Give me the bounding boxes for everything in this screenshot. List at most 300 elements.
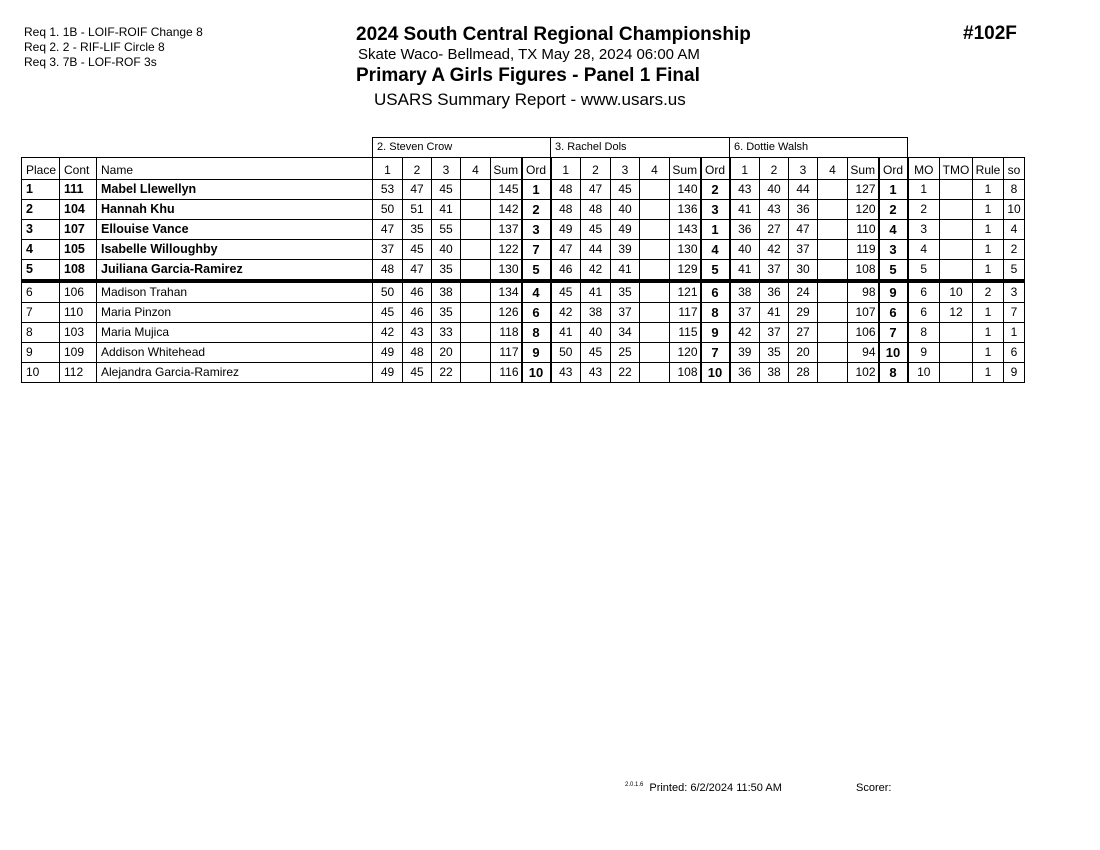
- score-cell: 48: [551, 200, 581, 220]
- score-cell: 27: [789, 323, 818, 343]
- score-cell: 28: [789, 363, 818, 383]
- score-cell: 36: [760, 281, 789, 303]
- ordinal-cell: 9: [522, 343, 551, 363]
- venue-date: Skate Waco- Bellmead, TX May 28, 2024 06:00 AM: [358, 46, 700, 63]
- judge-col-header: 3: [789, 158, 818, 180]
- mo-cell: 2: [908, 200, 940, 220]
- ordinal-cell: 4: [522, 281, 551, 303]
- score-cell: [818, 363, 848, 383]
- sum-cell: 129: [670, 260, 701, 282]
- skater-name: Ellouise Vance: [97, 220, 373, 240]
- score-cell: 44: [789, 180, 818, 200]
- skater-name: Maria Mujica: [97, 323, 373, 343]
- score-cell: 45: [432, 180, 461, 200]
- ordinal-cell: 10: [879, 343, 908, 363]
- sum-cell: 119: [848, 240, 879, 260]
- table-row: [22, 303, 1025, 323]
- cont-header: Cont: [60, 158, 97, 180]
- rule-cell: 1: [973, 200, 1004, 220]
- judge-col-header: Sum: [491, 158, 522, 180]
- ordinal-cell: 3: [522, 220, 551, 240]
- table-row: [22, 180, 1025, 200]
- rule-cell: 1: [973, 303, 1004, 323]
- judge-col-header: 2: [403, 158, 432, 180]
- sum-cell: 136: [670, 200, 701, 220]
- ordinal-cell: 8: [701, 303, 730, 323]
- sum-cell: 94: [848, 343, 879, 363]
- skater-name: Maria Pinzon: [97, 303, 373, 323]
- rule-cell: 1: [973, 180, 1004, 200]
- judge-col-header: 3: [611, 158, 640, 180]
- score-cell: [818, 220, 848, 240]
- rule-cell: 1: [973, 363, 1004, 383]
- sum-cell: 117: [670, 303, 701, 323]
- score-cell: [640, 281, 670, 303]
- score-cell: 41: [432, 200, 461, 220]
- score-cell: 42: [581, 260, 611, 282]
- score-cell: 43: [760, 200, 789, 220]
- printed-timestamp: [625, 782, 782, 794]
- skater-name: Alejandra Garcia-Ramirez: [97, 363, 373, 383]
- score-cell: 40: [581, 323, 611, 343]
- score-cell: [640, 220, 670, 240]
- score-cell: 50: [373, 281, 403, 303]
- mo-cell: 5: [908, 260, 940, 282]
- sum-cell: 102: [848, 363, 879, 383]
- tmo-header: TMO: [940, 158, 973, 180]
- requirements-list: [24, 25, 203, 70]
- score-cell: 50: [373, 200, 403, 220]
- tmo-cell: [940, 220, 973, 240]
- score-cell: 48: [373, 260, 403, 282]
- score-cell: 38: [730, 281, 760, 303]
- place-cell: 10: [22, 363, 60, 383]
- so-cell: 8: [1004, 180, 1025, 200]
- table-row: [22, 323, 1025, 343]
- judge-col-header: Ord: [701, 158, 730, 180]
- score-cell: 29: [789, 303, 818, 323]
- score-cell: 38: [760, 363, 789, 383]
- score-cell: 51: [403, 200, 432, 220]
- event-title: Primary A Girls Figures - Panel 1 Final: [356, 65, 700, 86]
- score-cell: [461, 363, 491, 383]
- place-cell: 9: [22, 343, 60, 363]
- judge-col-header: 2: [760, 158, 789, 180]
- ordinal-cell: 2: [879, 200, 908, 220]
- score-cell: 40: [730, 240, 760, 260]
- cont-cell: 105: [60, 240, 97, 260]
- score-cell: 46: [403, 281, 432, 303]
- score-cell: 30: [789, 260, 818, 282]
- score-cell: [640, 323, 670, 343]
- tmo-cell: 10: [940, 281, 973, 303]
- judge-col-header: Ord: [522, 158, 551, 180]
- score-cell: 37: [373, 240, 403, 260]
- table-row: [22, 343, 1025, 363]
- place-cell: 1: [22, 180, 60, 200]
- score-cell: 47: [403, 260, 432, 282]
- score-cell: 35: [432, 303, 461, 323]
- score-cell: 43: [403, 323, 432, 343]
- ordinal-cell: 10: [701, 363, 730, 383]
- tmo-cell: [940, 260, 973, 282]
- ordinal-cell: 9: [879, 281, 908, 303]
- ordinal-cell: 3: [879, 240, 908, 260]
- sum-cell: 120: [670, 343, 701, 363]
- tmo-cell: [940, 180, 973, 200]
- score-cell: [461, 240, 491, 260]
- tmo-cell: 12: [940, 303, 973, 323]
- score-cell: 37: [611, 303, 640, 323]
- score-cell: [818, 200, 848, 220]
- table-row: [22, 220, 1025, 240]
- score-cell: 45: [581, 343, 611, 363]
- mo-cell: 6: [908, 281, 940, 303]
- score-cell: 45: [581, 220, 611, 240]
- sum-cell: 137: [491, 220, 522, 240]
- ordinal-cell: 1: [701, 220, 730, 240]
- report-title: USARS Summary Report - www.usars.us: [374, 90, 686, 109]
- table-row: [22, 260, 1025, 282]
- score-cell: [461, 323, 491, 343]
- so-cell: 9: [1004, 363, 1025, 383]
- column-header-row: [22, 158, 1025, 180]
- rule-cell: 1: [973, 220, 1004, 240]
- table-row: [22, 240, 1025, 260]
- judge-col-header: 1: [730, 158, 760, 180]
- score-cell: 34: [611, 323, 640, 343]
- mo-cell: 10: [908, 363, 940, 383]
- so-cell: 10: [1004, 200, 1025, 220]
- sum-cell: 122: [491, 240, 522, 260]
- judge-header-row: [22, 138, 1025, 158]
- place-cell: 4: [22, 240, 60, 260]
- sum-cell: 106: [848, 323, 879, 343]
- score-cell: 35: [611, 281, 640, 303]
- score-cell: 39: [611, 240, 640, 260]
- score-cell: 46: [551, 260, 581, 282]
- place-cell: 5: [22, 260, 60, 282]
- rule-cell: 1: [973, 323, 1004, 343]
- competition-title: 2024 South Central Regional Championship: [356, 24, 751, 45]
- skater-name: Isabelle Willoughby: [97, 240, 373, 260]
- sum-cell: 134: [491, 281, 522, 303]
- so-cell: 2: [1004, 240, 1025, 260]
- place-cell: 8: [22, 323, 60, 343]
- score-cell: 42: [373, 323, 403, 343]
- score-cell: [818, 303, 848, 323]
- score-cell: [461, 200, 491, 220]
- score-cell: 37: [789, 240, 818, 260]
- requirement-3: Req 3. 7B - LOF-ROF 3s: [24, 55, 157, 69]
- judge-col-header: Sum: [848, 158, 879, 180]
- score-cell: 47: [373, 220, 403, 240]
- score-cell: 49: [611, 220, 640, 240]
- judge-col-header: 4: [640, 158, 670, 180]
- judge-name: 3. Rachel Dols: [551, 138, 730, 158]
- rule-cell: 1: [973, 260, 1004, 282]
- score-cell: [818, 260, 848, 282]
- so-cell: 5: [1004, 260, 1025, 282]
- score-cell: 45: [403, 240, 432, 260]
- score-cell: 42: [730, 323, 760, 343]
- ordinal-cell: 1: [879, 180, 908, 200]
- so-cell: 4: [1004, 220, 1025, 240]
- ordinal-cell: 9: [701, 323, 730, 343]
- judge-name: 2. Steven Crow: [373, 138, 551, 158]
- score-cell: 41: [581, 281, 611, 303]
- score-cell: 49: [373, 343, 403, 363]
- score-cell: [461, 343, 491, 363]
- score-cell: 41: [730, 200, 760, 220]
- sum-cell: 143: [670, 220, 701, 240]
- score-cell: 37: [760, 323, 789, 343]
- score-cell: [818, 281, 848, 303]
- score-cell: [640, 180, 670, 200]
- rule-cell: 1: [973, 343, 1004, 363]
- sum-cell: 126: [491, 303, 522, 323]
- rule-cell: 1: [973, 240, 1004, 260]
- score-cell: 24: [789, 281, 818, 303]
- score-cell: 41: [730, 260, 760, 282]
- ordinal-cell: 2: [522, 200, 551, 220]
- score-cell: 43: [551, 363, 581, 383]
- score-cell: [640, 363, 670, 383]
- score-cell: [640, 343, 670, 363]
- cont-cell: 110: [60, 303, 97, 323]
- judge-col-header: 4: [818, 158, 848, 180]
- ordinal-cell: 8: [522, 323, 551, 343]
- ordinal-cell: 7: [522, 240, 551, 260]
- score-cell: [461, 303, 491, 323]
- tmo-cell: [940, 323, 973, 343]
- place-cell: 2: [22, 200, 60, 220]
- score-cell: 36: [730, 363, 760, 383]
- score-cell: 46: [403, 303, 432, 323]
- score-cell: [818, 180, 848, 200]
- tmo-cell: [940, 200, 973, 220]
- skater-name: Addison Whitehead: [97, 343, 373, 363]
- score-cell: 35: [403, 220, 432, 240]
- mo-cell: 8: [908, 323, 940, 343]
- sum-cell: 120: [848, 200, 879, 220]
- score-cell: 20: [789, 343, 818, 363]
- sum-cell: 145: [491, 180, 522, 200]
- score-cell: 20: [432, 343, 461, 363]
- skater-name: Juiliana Garcia-Ramirez: [97, 260, 373, 282]
- score-cell: 35: [432, 260, 461, 282]
- sum-cell: 107: [848, 303, 879, 323]
- sum-cell: 98: [848, 281, 879, 303]
- score-cell: 45: [611, 180, 640, 200]
- score-cell: 25: [611, 343, 640, 363]
- ordinal-cell: 6: [701, 281, 730, 303]
- printed-label: Printed: 6/2/2024 11:50 AM: [649, 782, 782, 794]
- cont-cell: 108: [60, 260, 97, 282]
- mo-cell: 9: [908, 343, 940, 363]
- score-cell: 45: [551, 281, 581, 303]
- score-cell: [640, 260, 670, 282]
- score-cell: 35: [760, 343, 789, 363]
- skater-name: Hannah Khu: [97, 200, 373, 220]
- ordinal-cell: 6: [879, 303, 908, 323]
- score-cell: [461, 281, 491, 303]
- score-cell: 38: [432, 281, 461, 303]
- score-cell: [640, 200, 670, 220]
- place-cell: 6: [22, 281, 60, 303]
- ordinal-cell: 1: [522, 180, 551, 200]
- ordinal-cell: 5: [522, 260, 551, 282]
- so-cell: 6: [1004, 343, 1025, 363]
- sum-cell: 130: [670, 240, 701, 260]
- score-cell: [640, 303, 670, 323]
- place-header: Place: [22, 158, 60, 180]
- ordinal-cell: 7: [879, 323, 908, 343]
- score-cell: 53: [373, 180, 403, 200]
- table-row: [22, 200, 1025, 220]
- cont-cell: 112: [60, 363, 97, 383]
- tmo-cell: [940, 343, 973, 363]
- mo-header: MO: [908, 158, 940, 180]
- ordinal-cell: 2: [701, 180, 730, 200]
- judge-col-header: 1: [373, 158, 403, 180]
- skater-name: Mabel Llewellyn: [97, 180, 373, 200]
- sum-cell: 117: [491, 343, 522, 363]
- score-cell: 55: [432, 220, 461, 240]
- score-cell: 47: [789, 220, 818, 240]
- score-cell: 33: [432, 323, 461, 343]
- so-cell: 7: [1004, 303, 1025, 323]
- sum-cell: 118: [491, 323, 522, 343]
- sum-cell: 127: [848, 180, 879, 200]
- score-cell: 47: [551, 240, 581, 260]
- score-cell: 38: [581, 303, 611, 323]
- ordinal-cell: 7: [701, 343, 730, 363]
- score-cell: 27: [760, 220, 789, 240]
- judge-col-header: Sum: [670, 158, 701, 180]
- requirement-1: Req 1. 1B - LOIF-ROIF Change 8: [24, 25, 203, 39]
- ordinal-cell: 8: [879, 363, 908, 383]
- ordinal-cell: 3: [701, 200, 730, 220]
- sum-cell: 121: [670, 281, 701, 303]
- requirement-2: Req 2. 2 - RIF-LIF Circle 8: [24, 40, 165, 54]
- score-cell: 36: [730, 220, 760, 240]
- sum-cell: 108: [848, 260, 879, 282]
- score-cell: 41: [611, 260, 640, 282]
- event-number: #102F: [963, 23, 1017, 44]
- score-cell: [640, 240, 670, 260]
- score-cell: [461, 260, 491, 282]
- score-cell: 37: [760, 260, 789, 282]
- score-cell: 40: [760, 180, 789, 200]
- place-cell: 3: [22, 220, 60, 240]
- judge-col-header: Ord: [879, 158, 908, 180]
- skater-name: Madison Trahan: [97, 281, 373, 303]
- score-cell: 47: [581, 180, 611, 200]
- cont-cell: 106: [60, 281, 97, 303]
- score-cell: 39: [730, 343, 760, 363]
- score-cell: 40: [432, 240, 461, 260]
- so-cell: 3: [1004, 281, 1025, 303]
- ordinal-cell: 6: [522, 303, 551, 323]
- score-cell: 37: [730, 303, 760, 323]
- score-cell: 49: [551, 220, 581, 240]
- score-cell: 50: [551, 343, 581, 363]
- score-cell: 47: [403, 180, 432, 200]
- so-cell: 1: [1004, 323, 1025, 343]
- name-header: Name: [97, 158, 373, 180]
- score-cell: 44: [581, 240, 611, 260]
- ordinal-cell: 5: [879, 260, 908, 282]
- score-cell: 48: [551, 180, 581, 200]
- cont-cell: 111: [60, 180, 97, 200]
- tmo-cell: [940, 240, 973, 260]
- table-row: [22, 281, 1025, 303]
- sum-cell: 115: [670, 323, 701, 343]
- judge-col-header: 4: [461, 158, 491, 180]
- sum-cell: 110: [848, 220, 879, 240]
- rule-header: Rule: [973, 158, 1004, 180]
- judge-col-header: 3: [432, 158, 461, 180]
- ordinal-cell: 10: [522, 363, 551, 383]
- results-table: [21, 137, 1025, 383]
- sum-cell: 140: [670, 180, 701, 200]
- table-row: [22, 363, 1025, 383]
- version-code: 2.0.1.6: [625, 782, 644, 788]
- score-cell: 22: [432, 363, 461, 383]
- score-cell: 48: [581, 200, 611, 220]
- score-cell: 43: [730, 180, 760, 200]
- tmo-cell: [940, 363, 973, 383]
- mo-cell: 1: [908, 180, 940, 200]
- score-cell: 41: [760, 303, 789, 323]
- place-cell: 7: [22, 303, 60, 323]
- score-cell: [818, 323, 848, 343]
- score-cell: 49: [373, 363, 403, 383]
- judge-col-header: 1: [551, 158, 581, 180]
- score-cell: 48: [403, 343, 432, 363]
- score-cell: [818, 240, 848, 260]
- mo-cell: 4: [908, 240, 940, 260]
- cont-cell: 107: [60, 220, 97, 240]
- sum-cell: 116: [491, 363, 522, 383]
- cont-cell: 109: [60, 343, 97, 363]
- ordinal-cell: 5: [701, 260, 730, 282]
- score-cell: 43: [581, 363, 611, 383]
- score-cell: 42: [551, 303, 581, 323]
- score-cell: 42: [760, 240, 789, 260]
- score-cell: 45: [403, 363, 432, 383]
- score-cell: [818, 343, 848, 363]
- sum-cell: 142: [491, 200, 522, 220]
- so-header: so: [1004, 158, 1025, 180]
- judge-col-header: 2: [581, 158, 611, 180]
- sum-cell: 130: [491, 260, 522, 282]
- score-cell: [461, 220, 491, 240]
- score-cell: 22: [611, 363, 640, 383]
- cont-cell: 104: [60, 200, 97, 220]
- mo-cell: 3: [908, 220, 940, 240]
- score-cell: 36: [789, 200, 818, 220]
- cont-cell: 103: [60, 323, 97, 343]
- score-cell: 45: [373, 303, 403, 323]
- judge-name: 6. Dottie Walsh: [730, 138, 908, 158]
- rule-cell: 2: [973, 281, 1004, 303]
- mo-cell: 6: [908, 303, 940, 323]
- score-cell: 40: [611, 200, 640, 220]
- score-cell: 41: [551, 323, 581, 343]
- ordinal-cell: 4: [701, 240, 730, 260]
